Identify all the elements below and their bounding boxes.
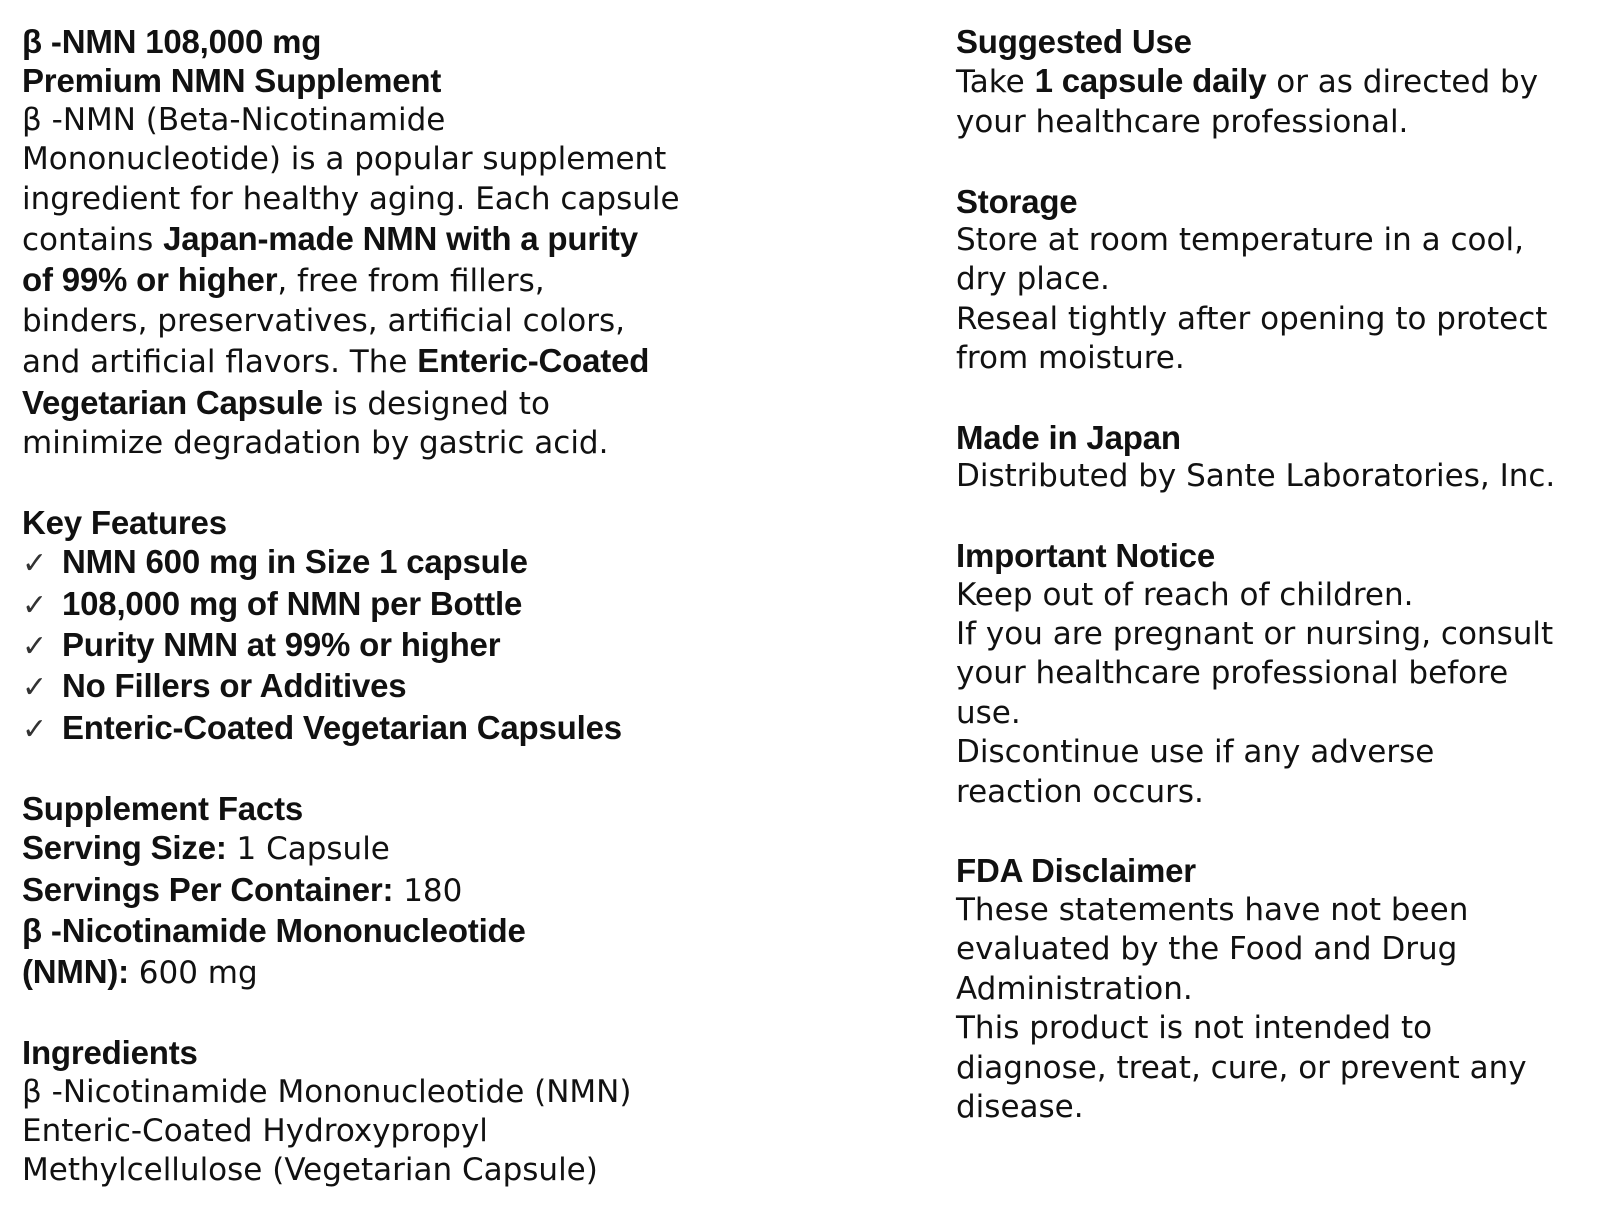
key-features-section bbox=[22, 503, 682, 749]
notice-line: Discontinue use if any adverse bbox=[956, 734, 1435, 771]
fda-line: evaluated by the Food and Drug bbox=[956, 931, 1458, 968]
nmn-label: (NMN): bbox=[22, 953, 129, 991]
intro-text: contains bbox=[22, 222, 164, 259]
nmn-label: β -Nicotinamide Mononucleotide bbox=[22, 911, 526, 949]
fda-line: Administration. bbox=[956, 970, 1193, 1007]
fda-line: These statements have not been bbox=[956, 891, 1469, 928]
product-title: β -NMN 108,000 mg bbox=[22, 23, 322, 60]
suggested-use-section bbox=[956, 22, 1586, 142]
storage-line: Reseal tightly after opening to protect bbox=[956, 300, 1548, 337]
important-notice-heading: Important Notice bbox=[956, 537, 1215, 575]
intro-text: is designed to bbox=[322, 385, 550, 422]
intro-line bbox=[22, 260, 682, 301]
intro-emphasis: Enteric-Coated bbox=[417, 342, 650, 380]
storage-line: from moisture. bbox=[956, 340, 1185, 377]
right-column bbox=[956, 22, 1586, 1127]
made-in-heading: Made in Japan bbox=[956, 419, 1181, 457]
key-features-heading: Key Features bbox=[22, 503, 227, 541]
fda-line: diagnose, treat, cure, or prevent any bbox=[956, 1049, 1527, 1086]
fda-disclaimer-section bbox=[956, 851, 1586, 1127]
feature-item bbox=[22, 584, 682, 625]
intro-line: Mononucleotide) is a popular supplement bbox=[22, 141, 667, 178]
suggested-use-heading: Suggested Use bbox=[956, 23, 1192, 60]
check-icon: ✓ bbox=[22, 546, 47, 582]
suggested-use-line: your healthcare professional. bbox=[956, 103, 1409, 140]
nmn-amount-row bbox=[22, 911, 682, 952]
left-column bbox=[22, 22, 682, 1191]
feature-label: Enteric-Coated Vegetarian Capsules bbox=[62, 708, 622, 746]
feature-item bbox=[22, 708, 682, 749]
notice-line: reaction occurs. bbox=[956, 773, 1204, 810]
storage-line: Store at room temperature in a cool, bbox=[956, 222, 1524, 259]
important-notice-section bbox=[956, 536, 1586, 812]
notice-line: If you are pregnant or nursing, consult bbox=[956, 616, 1554, 653]
notice-line: use. bbox=[956, 694, 1021, 731]
ingredient-line: β -Nicotinamide Mononucleotide (NMN) bbox=[22, 1073, 632, 1110]
feature-item bbox=[22, 625, 682, 666]
storage-section bbox=[956, 182, 1586, 379]
feature-item bbox=[22, 542, 682, 583]
intro-line: ingredient for healthy aging. Each capsule bbox=[22, 180, 680, 217]
intro-emphasis: of 99% or higher bbox=[22, 261, 278, 299]
storage-heading: Storage bbox=[956, 182, 1078, 220]
intro-line bbox=[22, 383, 682, 424]
intro-text: , free from fillers, bbox=[277, 263, 545, 300]
feature-label: NMN 600 mg in Size 1 capsule bbox=[62, 543, 528, 581]
serving-size-label: Serving Size: bbox=[22, 829, 227, 867]
made-in-section bbox=[956, 418, 1586, 497]
fda-disclaimer-heading: FDA Disclaimer bbox=[956, 852, 1196, 890]
check-icon: ✓ bbox=[22, 670, 47, 706]
ingredients-section bbox=[22, 1033, 682, 1191]
fda-line: disease. bbox=[956, 1088, 1084, 1125]
supplement-facts-section bbox=[22, 789, 682, 994]
intro-emphasis: Japan-made NMN with a purity bbox=[163, 220, 638, 258]
ingredients-heading: Ingredients bbox=[22, 1034, 198, 1072]
suggested-use-text: Take bbox=[956, 64, 1035, 101]
notice-line: your healthcare professional before bbox=[956, 655, 1509, 692]
serving-size-row bbox=[22, 828, 682, 869]
product-subtitle: Premium NMN Supplement bbox=[22, 62, 442, 100]
distributor-line: Distributed by Sante Laboratories, Inc. bbox=[956, 458, 1556, 495]
servings-per-container-row bbox=[22, 870, 682, 911]
ingredient-line: Methylcellulose (Vegetarian Capsule) bbox=[22, 1152, 598, 1189]
check-icon: ✓ bbox=[22, 587, 47, 623]
serving-size-value: 1 Capsule bbox=[226, 831, 390, 868]
intro-line: binders, preservatives, artificial colors, bbox=[22, 302, 625, 339]
fda-line: This product is not intended to bbox=[956, 1010, 1433, 1047]
supplement-facts-heading: Supplement Facts bbox=[22, 789, 304, 827]
product-intro-section bbox=[22, 22, 682, 463]
check-icon: ✓ bbox=[22, 629, 47, 665]
dosage-emphasis: 1 capsule daily bbox=[1034, 62, 1267, 100]
intro-text: and artificial flavors. The bbox=[22, 344, 418, 381]
check-icon: ✓ bbox=[22, 711, 47, 747]
feature-label: Purity NMN at 99% or higher bbox=[62, 626, 501, 664]
intro-line bbox=[22, 219, 682, 260]
feature-item bbox=[22, 666, 682, 707]
notice-line: Keep out of reach of children. bbox=[956, 576, 1414, 613]
feature-label: 108,000 mg of NMN per Bottle bbox=[62, 584, 523, 622]
nmn-amount-row bbox=[22, 952, 682, 993]
nmn-value: 600 mg bbox=[128, 955, 258, 992]
ingredient-line: Enteric-Coated Hydroxypropyl bbox=[22, 1112, 488, 1149]
intro-emphasis: Vegetarian Capsule bbox=[22, 383, 323, 421]
intro-line: β -NMN (Beta-Nicotinamide bbox=[22, 101, 446, 138]
suggested-use-line bbox=[956, 61, 1586, 102]
intro-line bbox=[22, 341, 682, 382]
intro-line: minimize degradation by gastric acid. bbox=[22, 425, 609, 462]
storage-line: dry place. bbox=[956, 261, 1110, 298]
servings-label: Servings Per Container: bbox=[22, 870, 394, 908]
suggested-use-text: or as directed by bbox=[1266, 64, 1539, 101]
servings-value: 180 bbox=[393, 872, 463, 909]
feature-label: No Fillers or Additives bbox=[62, 667, 407, 705]
